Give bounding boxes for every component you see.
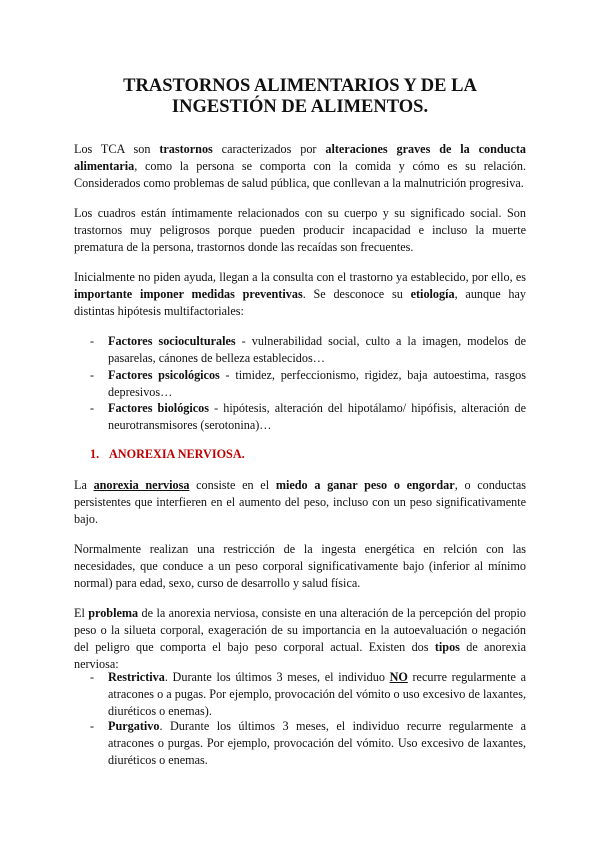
- list-bullet: -: [90, 368, 95, 382]
- list-item-sociocultural: Factores socioculturales - vulnerabilidad social, culto a la imagen, modelos de pasarelas, cánones de belleza establecidos…: [108, 334, 526, 365]
- list-item-purgative: Purgativo. Durante los últimos 3 meses, el individuo recurre regularmente a atracones o purgas. Por ejemplo, provocación del vómito. Uso excesivo de laxantes, diuréticos o enemas.: [108, 719, 526, 767]
- list-item-biological: Factores biológicos - hipótesis, alteración del hipotálamo/ hipófisis, alteración de neurotransmisores (serotonina)…: [108, 401, 526, 432]
- list-bullet: -: [90, 670, 95, 684]
- title-line-2: INGESTIÓN DE ALIMENTOS.: [171, 97, 429, 117]
- list-bullet: -: [90, 719, 95, 733]
- section-heading-anorexia: 1. ANOREXIA NERVIOSA.: [90, 447, 245, 461]
- list-item-psychological: Factores psicológicos - timidez, perfeccionismo, rigidez, baja autoestima, rasgos depresivos…: [108, 368, 527, 399]
- list-item-restrictive: Restrictiva. Durante los últimos 3 meses, el individuo NO recurre regularmente a atracones o a pugas. Por ejemplo, provocación del vómito o uso excesivo de laxantes, diuréticos o enemas).: [108, 670, 526, 718]
- list-bullet: -: [90, 334, 95, 348]
- social-paragraph: Los cuadros están íntimamente relacionados con su cuerpo y su significado social. Son trastornos muy peligrosos porque pueden producir incapacidad e incluso la muerte prematura de la persona, trastornos donde las recaídas son frecuentes.: [74, 206, 526, 254]
- restriction-paragraph: Normalmente realizan una restricción de la ingesta energética en relción con las necesidades, que conduce a un peso corporal significativamente bajo (inferior al mínimo normal) para edad, sexo, curso de desarrollo y salud física.: [74, 542, 526, 590]
- etiology-paragraph: Inicialmente no piden ayuda, llegan a la consulta con el trastorno ya establecido, por ello, es importante imponer medidas preventivas. Se desconoce su etiología, aunque hay distintas hipótesis multifactoriales:: [74, 270, 526, 318]
- intro-paragraph: Los TCA son trastornos caracterizados por alteraciones graves de la conducta alimentaria, como la persona se comporta con la comida y cómo es su relación. Considerados como problemas de salud pública, que conllevan a la malnutrición progresiva.: [74, 142, 526, 190]
- problem-paragraph: El problema de la anorexia nerviosa, consiste en una alteración de la percepción del propio peso o la silueta corporal, exageración de su importancia en la autoevaluación o negación del peligro que comporta el bajo peso corporal actual. Existen dos tipos de anorexia nerviosa:: [74, 606, 526, 671]
- list-bullet: -: [90, 401, 95, 415]
- document-title: [60, 76, 540, 118]
- title-line-1: TRASTORNOS ALIMENTARIOS Y DE LA: [123, 76, 477, 96]
- anorexia-definition-paragraph: La anorexia nerviosa consiste en el miedo a ganar peso o engordar, o conductas persistentes que interfieren en el aumento del peso, incluso con un peso significativamente bajo.: [74, 478, 526, 526]
